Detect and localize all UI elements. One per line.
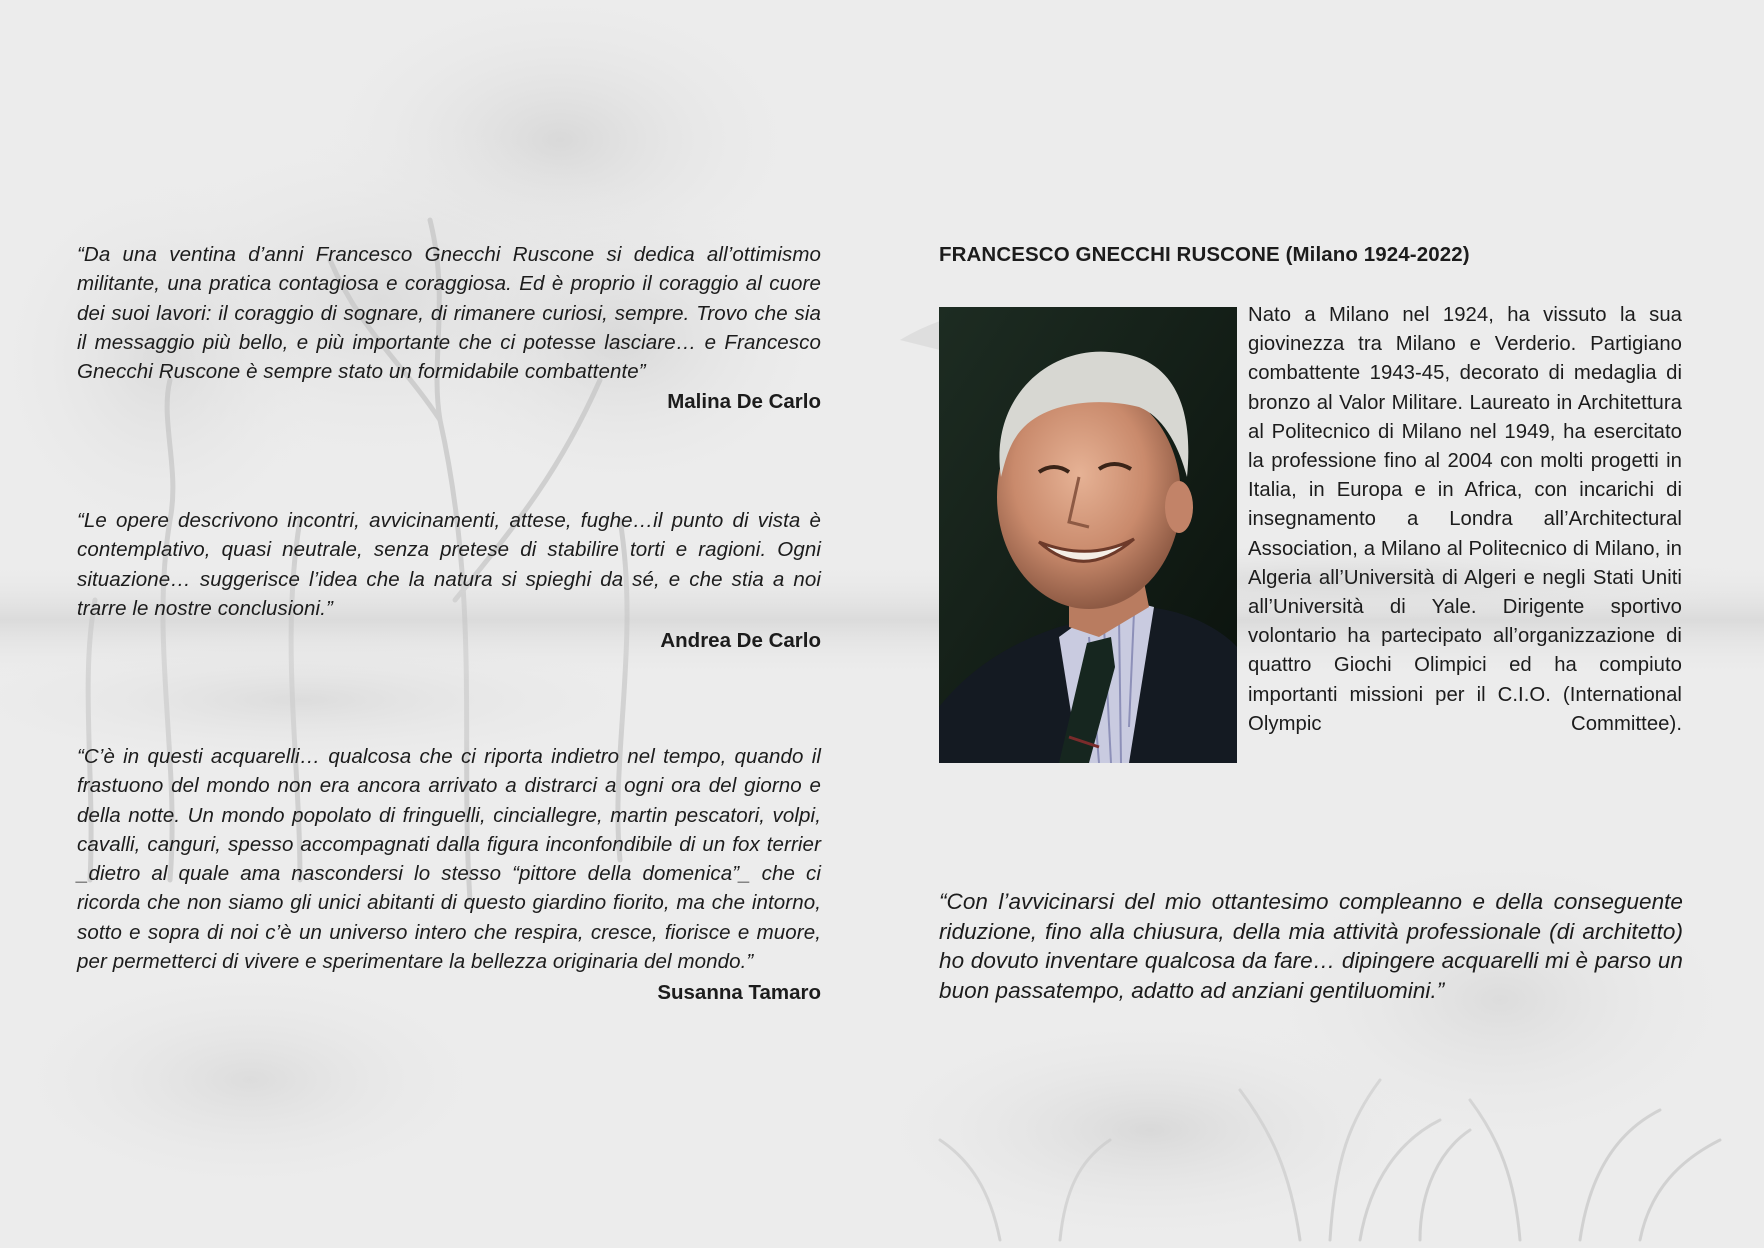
quote-block-andrea-de-carlo [77, 506, 821, 655]
closing-quote: “Con l’avvicinarsi del mio ottantesimo compleanno e della conseguente riduzione, fino alla chiusura, della mia attività professionale (di architetto) ho dovuto inventare qualcosa da fare… dipingere acquarelli mi è parso un buon passatempo, adatto ad anziani gentiluomini.” [939, 889, 1683, 1003]
quote-author: Malina De Carlo [667, 390, 821, 414]
quote-text: “Da una ventina d’anni Francesco Gnecchi Ruscone si dedica all’ottimismo militante, una pratica contagiosa e coraggiosa. Ed è proprio il coraggio al cuore dei suoi lavori: il coraggio di sognare, di rimanere curiosi, sempre. Trovo che sia il messaggio più bello, e più importante che ci potesse lasciare… e Francesco Gnecchi Ruscone è sempre stato un formidabile combattente” [77, 243, 821, 384]
portrait-photo-icon [939, 307, 1237, 763]
quote-text: “C’è in questi acquarelli… qualcosa che ci riporta indietro nel tempo, quando il frastuono del mondo non era ancora arrivato a distrarci a ogni ora del giorno e della notte. Un mondo popolato di fringuelli, cinciallegre, martin pescatori, volpi, cavalli, canguri, spesso accompagnati dalla figura inconfondibile di un fox terrier _dietro al quale ama nascondersi lo stesso “pittore della domenica”_ che ci ricorda che non siamo gli unici abitanti di questo giardino fiorito, ma che intorno, sotto e sopra di noi c’è un universo intero che respira, cresce, fiorisce e muore, per permetterci di vivere e sperimentare la bellezza originaria del mondo.” [77, 745, 821, 974]
quote-block-susanna-tamaro [77, 742, 821, 1007]
bio-title: FRANCESCO GNECCHI RUSCONE (Milano 1924-2022) [939, 243, 1470, 266]
quote-block-malina-de-carlo [77, 240, 821, 416]
quote-text: “Le opere descrivono incontri, avvicinamenti, attese, fughe…il punto di vista è contemplativo, quasi neutrale, senza pretese di stabilire torti e ragioni. Ogni situazione… suggerisce l’idea che la natura si spieghi da sé, e che stia a noi trarre le nostre conclusioni.” [77, 509, 821, 620]
bio-section [939, 301, 1682, 761]
quote-author: Susanna Tamaro [657, 981, 821, 1005]
bio-text: Nato a Milano nel 1924, ha vissuto la sua giovinezza tra Milano e Verderio. Partigiano combattente 1943-45, decorato di medaglia di bronzo al Valor Militare. Laureato in Architettura al Politecnico di Milano nel 1949, ha esercitato la professione fino al 2004 con molti progetti in Italia, in Europa e in Africa, con incarichi di insegnamento a Londra all’Architectural Association, a Milano al Politecnico di Milano, in Algeria all’Università di Algeri e negli Stati Uniti all’Università di Yale. Dirigente sportivo volontario ha partecipato all’organizzazione di quattro Giochi Olimpici ed ha compiuto importanti missioni per il C.I.O. (International Olympic Committee). [1248, 304, 1682, 735]
quote-author: Andrea De Carlo [660, 629, 821, 653]
